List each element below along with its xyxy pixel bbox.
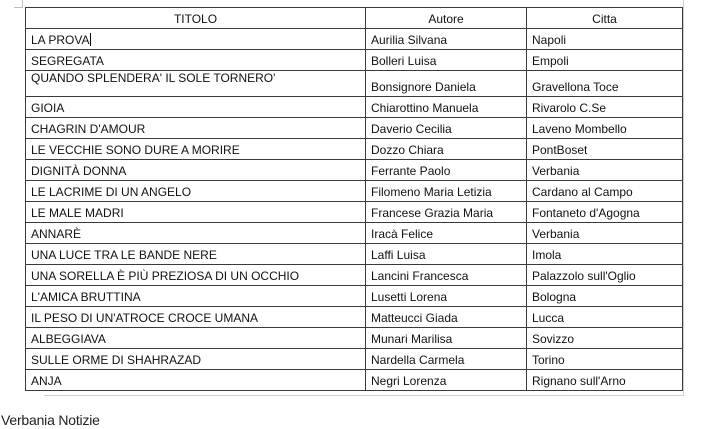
- title-cell[interactable]: LE LACRIME DI UN ANGELO: [26, 181, 366, 202]
- city-cell[interactable]: Palazzolo sull'Oglio: [527, 265, 683, 286]
- city-cell[interactable]: Napoli: [527, 29, 683, 50]
- city-cell[interactable]: PontBoset: [527, 139, 683, 160]
- author-cell[interactable]: Filomeno Maria Letizia: [366, 181, 527, 202]
- title-cell[interactable]: [26, 29, 366, 50]
- title-cell[interactable]: ANNARÈ: [26, 223, 366, 244]
- table-row: [26, 139, 683, 160]
- author-cell[interactable]: Francese Grazia Maria: [366, 202, 527, 223]
- authors-table: [25, 7, 683, 391]
- header-autore: Autore: [366, 8, 527, 29]
- author-cell[interactable]: Bonsignore Daniela: [366, 71, 527, 97]
- author-cell[interactable]: Ferrante Paolo: [366, 160, 527, 181]
- table-row: [26, 328, 683, 349]
- title-cell[interactable]: L'AMICA BRUTTINA: [26, 286, 366, 307]
- table-row: [26, 307, 683, 328]
- author-cell[interactable]: Negri Lorenza: [366, 370, 527, 391]
- city-cell[interactable]: Verbania: [527, 223, 683, 244]
- table-row: [26, 244, 683, 265]
- title-cell[interactable]: LE VECCHIE SONO DURE A MORIRE: [26, 139, 366, 160]
- table-row: [26, 265, 683, 286]
- title-cell[interactable]: UNA SORELLA È PIÙ PREZIOSA DI UN OCCHIO: [26, 265, 366, 286]
- author-cell[interactable]: Daverio Cecilia: [366, 118, 527, 139]
- title-cell[interactable]: ANJA: [26, 370, 366, 391]
- header-titolo: TITOLO: [26, 8, 366, 29]
- city-cell[interactable]: Verbania: [527, 160, 683, 181]
- city-cell[interactable]: Rignano sull'Arno: [527, 370, 683, 391]
- city-cell[interactable]: Fontaneto d'Agogna: [527, 202, 683, 223]
- author-cell[interactable]: Aurilia Silvana: [366, 29, 527, 50]
- city-cell[interactable]: Cardano al Campo: [527, 181, 683, 202]
- table-row: [26, 223, 683, 244]
- title-cell[interactable]: IL PESO DI UN'ATROCE CROCE UMANA: [26, 307, 366, 328]
- title-cell[interactable]: UNA LUCE TRA LE BANDE NERE: [26, 244, 366, 265]
- author-cell[interactable]: Matteucci Giada: [366, 307, 527, 328]
- city-cell[interactable]: Sovizzo: [527, 328, 683, 349]
- table-row: [26, 202, 683, 223]
- crop-mark: [14, 7, 23, 8]
- title-cell[interactable]: SULLE ORME DI SHAHRAZAD: [26, 349, 366, 370]
- author-cell[interactable]: Lancini Francesca: [366, 265, 527, 286]
- author-cell[interactable]: Laffi Luisa: [366, 244, 527, 265]
- author-cell[interactable]: Dozzo Chiara: [366, 139, 527, 160]
- table-row: [26, 370, 683, 391]
- author-cell[interactable]: Iracà Felice: [366, 223, 527, 244]
- city-cell[interactable]: Gravellona Toce: [527, 71, 683, 97]
- author-cell[interactable]: Nardella Carmela: [366, 349, 527, 370]
- author-cell[interactable]: Bolleri Luisa: [366, 50, 527, 71]
- title-cell[interactable]: CHAGRIN D'AMOUR: [26, 118, 366, 139]
- header-citta: Citta: [527, 8, 683, 29]
- title-cell[interactable]: LE MALE MADRI: [26, 202, 366, 223]
- city-cell[interactable]: Empoli: [527, 50, 683, 71]
- table-row: [26, 29, 683, 50]
- title-cell[interactable]: DIGNITÀ DONNA: [26, 160, 366, 181]
- table-row: [26, 118, 683, 139]
- city-cell[interactable]: Rivarolo C.Se: [527, 97, 683, 118]
- author-cell[interactable]: Lusetti Lorena: [366, 286, 527, 307]
- table-row: [26, 97, 683, 118]
- table-row: [26, 160, 683, 181]
- author-cell[interactable]: Chiarottino Manuela: [366, 97, 527, 118]
- city-cell[interactable]: Imola: [527, 244, 683, 265]
- title-cell[interactable]: GIOIA: [26, 97, 366, 118]
- title-cell[interactable]: QUANDO SPLENDERA' IL SOLE TORNERO': [26, 71, 366, 97]
- source-caption: Verbania Notizie: [1, 412, 100, 428]
- table-row: [26, 71, 683, 97]
- table-row: [26, 181, 683, 202]
- city-cell[interactable]: Laveno Mombello: [527, 118, 683, 139]
- city-cell[interactable]: Torino: [527, 349, 683, 370]
- author-cell[interactable]: Munari Marilisa: [366, 328, 527, 349]
- table-row: [26, 349, 683, 370]
- table-row: [26, 286, 683, 307]
- text-cursor: [90, 33, 91, 46]
- city-cell[interactable]: Bologna: [527, 286, 683, 307]
- table-header-row: [26, 8, 683, 29]
- city-cell[interactable]: Lucca: [527, 307, 683, 328]
- title-cell[interactable]: SEGREGATA: [26, 50, 366, 71]
- title-cell[interactable]: ALBEGGIAVA: [26, 328, 366, 349]
- table-row: [26, 50, 683, 71]
- title-text: LA PROVA: [31, 33, 90, 47]
